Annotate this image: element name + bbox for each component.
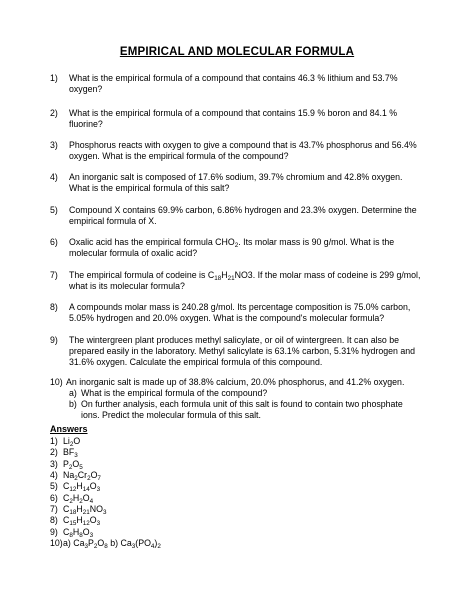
question-2 bbox=[50, 108, 422, 130]
answer-item bbox=[50, 481, 161, 492]
question-number: 7) bbox=[50, 270, 58, 280]
question-text: What is the empirical formula of a compound that contains 15.9 % boron and 84.1 % fluorine? bbox=[69, 108, 398, 129]
question-5 bbox=[50, 205, 422, 227]
answer-item bbox=[50, 447, 161, 458]
answer-item bbox=[50, 493, 161, 504]
question-number: 2) bbox=[50, 108, 58, 118]
answers-list bbox=[50, 436, 161, 549]
answer-formula: $C_{15}H_{12}O_3$ bbox=[63, 515, 101, 528]
answer-formula: $Li_2O$ bbox=[63, 436, 81, 448]
question-number: 3) bbox=[50, 140, 58, 150]
answer-number: 2) bbox=[50, 447, 58, 458]
answer-number: 3) bbox=[50, 458, 58, 469]
question-8 bbox=[50, 302, 422, 324]
answer-item bbox=[50, 436, 161, 447]
page-title: EMPIRICAL AND MOLECULAR FORMULA bbox=[119, 46, 355, 58]
question-10 bbox=[50, 377, 422, 421]
answer-item bbox=[50, 459, 161, 470]
question-9 bbox=[50, 335, 422, 368]
question-6 bbox=[50, 237, 422, 259]
answer-item bbox=[50, 515, 161, 526]
answer-number: 8) bbox=[50, 515, 58, 526]
answer-formula: $C_8H_8O_3$ bbox=[63, 526, 94, 539]
question-number: 8) bbox=[50, 302, 58, 312]
answers-heading: Answers bbox=[50, 424, 88, 434]
question-text: An inorganic salt is composed of 17.6% sodium, 39.7% chromium and 42.8% oxygen. What is the empirical formula of this salt? bbox=[69, 172, 403, 193]
subpart-letter: b) bbox=[69, 399, 77, 409]
answer-number: 5) bbox=[50, 481, 58, 492]
answer-formula: $C_{12}H_{14}O_3$ bbox=[63, 481, 101, 494]
answer-number: 1) bbox=[50, 436, 58, 446]
question-7 bbox=[50, 270, 422, 292]
question-4 bbox=[50, 172, 422, 194]
answer-number: 6) bbox=[50, 492, 58, 503]
answer-formula: $C_{18}H_{21}NO_3$ bbox=[63, 504, 107, 517]
question-text: The wintergreen plant produces methyl salicylate, or oil of wintergreen. It can also be prepared easily in the laboratory. Methyl salicylate is 63.1% carbon, 5.31% hydrogen and 31.6% oxygen. Calculate the empirical formula of this compound. bbox=[69, 335, 416, 367]
answer-number: 10) bbox=[50, 538, 63, 549]
question-number: 4) bbox=[50, 172, 58, 182]
question-text: A compounds molar mass is 240.28 g/mol. Its percentage composition is 75.0% carbon, 5.05% hydrogen and 20.0% oxygen. What is the compound's molecular formula? bbox=[69, 302, 411, 323]
answer-formula: $BF_3$ bbox=[63, 447, 78, 460]
question-text: Phosphorus reacts with oxygen to give a compound that is 43.7% phosphorus and 56.4% oxygen. What is the empirical formula of the compound? bbox=[69, 140, 417, 161]
question-number: 9) bbox=[50, 335, 58, 345]
answer-number: 4) bbox=[50, 470, 58, 481]
question-number: 5) bbox=[50, 205, 58, 215]
question-text: An inorganic salt is made up of 38.8% calcium, 20.0% phosphorus, and 41.2% oxygen. bbox=[66, 377, 405, 387]
question-number: 6) bbox=[50, 237, 58, 247]
subpart-letter: a) bbox=[69, 388, 77, 398]
question-text: Oxalic acid has the empirical formula $CHO_2$. Its molar mass is 90 g/mol. What is the molecular formula of oxalic acid? bbox=[69, 237, 395, 258]
answer-item bbox=[50, 527, 161, 538]
question-text: Compound X contains 69.9% carbon, 6.86% hydrogen and 23.3% oxygen. Determine the empirical formula of X. bbox=[69, 205, 417, 226]
answer-item bbox=[50, 538, 161, 549]
answer-formula: a) $Ca_3P_2O_8$ b) $Ca_3(PO_4)_2$ bbox=[63, 538, 161, 551]
answer-formula: $Na_2Cr_2O_7$ bbox=[63, 470, 101, 483]
question-subpart-a bbox=[69, 388, 422, 399]
question-number: 1) bbox=[50, 73, 58, 83]
question-3 bbox=[50, 140, 422, 162]
answer-item bbox=[50, 504, 161, 515]
answer-number: 7) bbox=[50, 504, 58, 515]
question-subpart-b bbox=[69, 399, 422, 421]
question-1 bbox=[50, 73, 422, 95]
question-text: What is the empirical formula of a compound that contains 46.3 % lithium and 53.7% oxygen? bbox=[69, 73, 398, 94]
subpart-text: On further analysis, each formula unit of this salt is found to contain two phosphate ions. Predict the molecular formula of this salt. bbox=[81, 399, 403, 420]
subpart-text: What is the empirical formula of the compound? bbox=[81, 388, 268, 398]
answer-formula: $P_2O_5$ bbox=[63, 458, 83, 471]
question-number: 10) bbox=[50, 377, 63, 387]
answer-item bbox=[50, 470, 161, 481]
question-text: The empirical formula of codeine is $C_{18}H_{21}NO3$. If the molar mass of codeine is 299 g/mol, what is its molecular formula? bbox=[69, 270, 421, 291]
answer-formula: $C_2H_2O_4$ bbox=[63, 492, 94, 505]
answer-number: 9) bbox=[50, 526, 58, 537]
